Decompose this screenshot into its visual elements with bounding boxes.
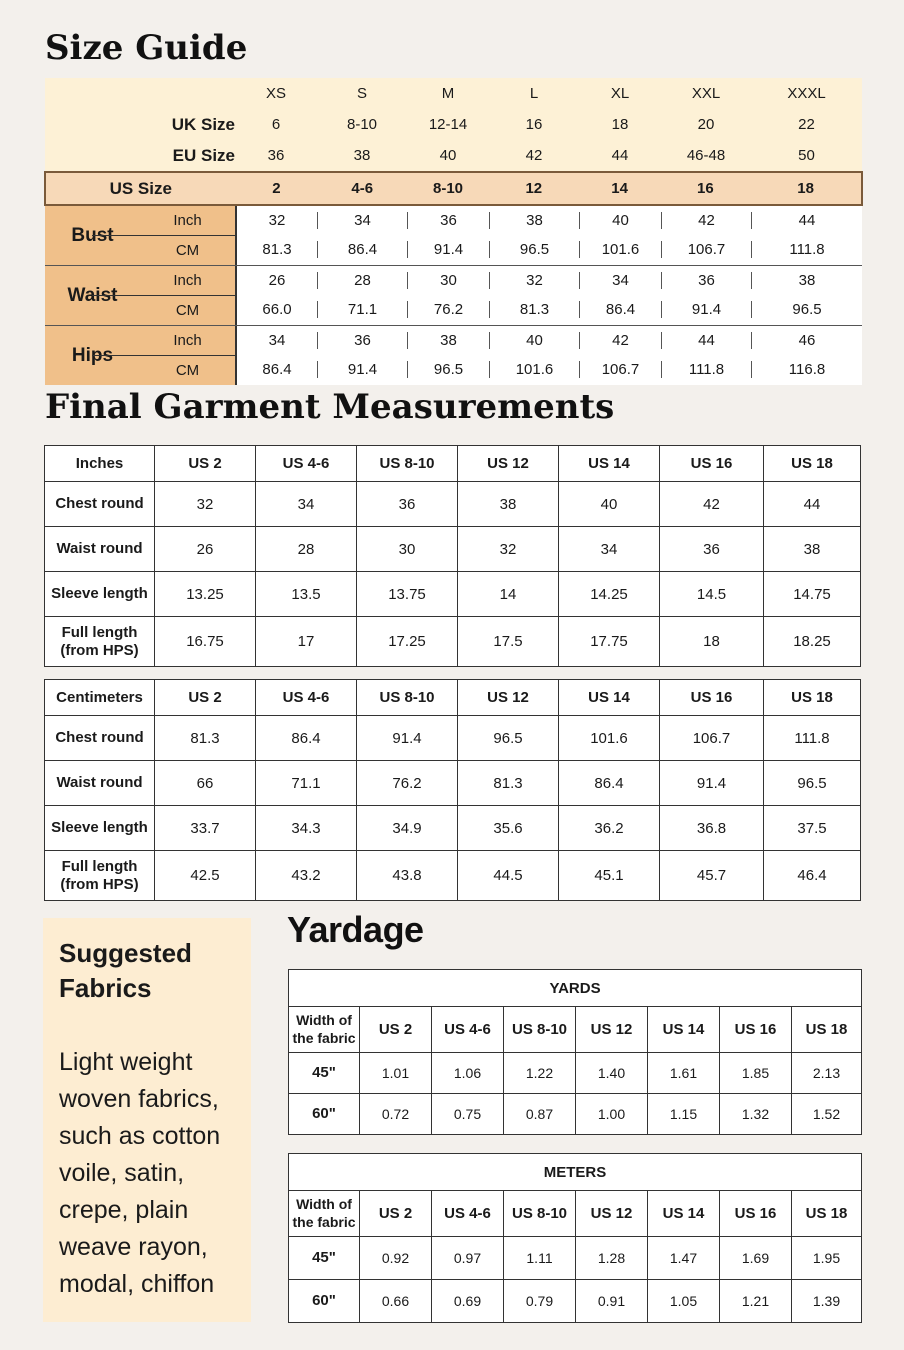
- table-cell: 34: [256, 482, 357, 527]
- column-header: US 18: [792, 1007, 862, 1053]
- eu-size-cell: 36: [267, 147, 285, 164]
- table-cell: 81.3: [155, 716, 256, 761]
- table-cell: 36.2: [559, 806, 660, 851]
- measure-value: 34: [317, 212, 407, 229]
- table-cell: 1.00: [576, 1094, 648, 1135]
- table-cell: 0.66: [360, 1280, 432, 1323]
- row-label: Sleeve length: [45, 572, 155, 617]
- row-label: 60": [289, 1280, 360, 1323]
- measure-value: 96.5: [489, 241, 579, 258]
- eu-size-cell: 44: [611, 147, 629, 164]
- measure-value: 40: [489, 332, 579, 349]
- measure-value: 30: [407, 272, 489, 289]
- uk-size-cell: 16: [525, 116, 543, 133]
- row-label: Waist round: [45, 527, 155, 572]
- measure-name: Waist: [67, 284, 118, 306]
- column-header: US 18: [792, 1191, 862, 1237]
- measure-value: 38: [489, 212, 579, 229]
- column-header: US 4-6: [256, 680, 357, 716]
- table-cell: 38: [458, 482, 559, 527]
- table-cell: 101.6: [559, 716, 660, 761]
- eu-size-cell: 40: [439, 147, 457, 164]
- column-header: US 16: [660, 680, 764, 716]
- measure-value: 34: [268, 332, 286, 349]
- table-cell: 32: [458, 527, 559, 572]
- measure-label-cell: [45, 326, 235, 385]
- column-header: US 2: [155, 446, 256, 482]
- table-row: [45, 572, 861, 617]
- measure-value: 44: [751, 212, 862, 229]
- table-cell: 1.39: [792, 1280, 862, 1323]
- measure-value: 42: [579, 332, 661, 349]
- table-cell: 45.1: [559, 851, 660, 901]
- measure-value: 101.6: [489, 361, 579, 378]
- column-header: US 16: [720, 1191, 792, 1237]
- uk-size-cell: 6: [271, 116, 281, 133]
- table-cell: 17.25: [357, 617, 458, 667]
- table-cell: 1.22: [504, 1053, 576, 1094]
- table-cell: 81.3: [458, 761, 559, 806]
- table-cell: 14.75: [764, 572, 861, 617]
- row-label: Sleeve length: [45, 806, 155, 851]
- header-row: [289, 1007, 862, 1053]
- us-size-cell: 8-10: [432, 180, 464, 197]
- measure-cm-row: [237, 295, 862, 324]
- measure-label-cell: [45, 266, 235, 325]
- yardage-yards-table: [288, 969, 862, 1135]
- table-cell: 36.8: [660, 806, 764, 851]
- row-label: Chest round: [45, 716, 155, 761]
- table-cell: 13.5: [256, 572, 357, 617]
- table-cell: 1.05: [648, 1280, 720, 1323]
- measure-values: [235, 326, 862, 385]
- table-cell: 76.2: [357, 761, 458, 806]
- table-cell: 0.69: [432, 1280, 504, 1323]
- measure-value: 36: [661, 272, 751, 289]
- table-row: [45, 761, 861, 806]
- row-label: Full length (from HPS): [45, 617, 155, 667]
- table-cell: 32: [155, 482, 256, 527]
- table-cell: 44: [764, 482, 861, 527]
- table-cell: 91.4: [660, 761, 764, 806]
- size-letter-cell: M: [441, 85, 455, 102]
- table-cell: 1.61: [648, 1053, 720, 1094]
- column-header: US 2: [155, 680, 256, 716]
- us-size-cell: 18: [797, 180, 814, 197]
- measure-cm-row: [237, 235, 862, 264]
- table-cell: 1.85: [720, 1053, 792, 1094]
- measure-value: 91.4: [661, 301, 751, 318]
- us-size-row: [44, 171, 863, 206]
- table-cell: 35.6: [458, 806, 559, 851]
- table-cell: 0.87: [504, 1094, 576, 1135]
- measure-value: 96.5: [751, 301, 862, 318]
- table-cell: 1.21: [720, 1280, 792, 1323]
- measure-block-bust: [45, 206, 862, 265]
- final-cm-table: [44, 679, 861, 901]
- table-row: [289, 1053, 862, 1094]
- unit-cm-label: CM: [175, 302, 200, 319]
- measure-value: 111.8: [661, 361, 751, 378]
- table-cell: 2.13: [792, 1053, 862, 1094]
- measure-value: 86.4: [262, 361, 292, 378]
- eu-size-cell: 42: [525, 147, 543, 164]
- table-row: [289, 1237, 862, 1280]
- table-cell: 28: [256, 527, 357, 572]
- column-header: US 12: [458, 446, 559, 482]
- yardage-meters-table: [288, 1153, 862, 1323]
- measure-values: [235, 266, 862, 325]
- measure-value: 116.8: [751, 361, 862, 378]
- measure-inch-row: [237, 266, 862, 295]
- suggested-fabrics-title: Suggested Fabrics: [59, 938, 192, 1003]
- row-label: Waist round: [45, 761, 155, 806]
- table-row: [45, 527, 861, 572]
- table-cell: 1.15: [648, 1094, 720, 1135]
- size-letters-row: [45, 78, 862, 109]
- measure-value: 44: [661, 332, 751, 349]
- table-cell: 1.47: [648, 1237, 720, 1280]
- measure-value: 71.1: [317, 301, 407, 318]
- table-cell: 0.75: [432, 1094, 504, 1135]
- us-size-label: US Size: [109, 178, 172, 198]
- size-guide-title: Size Guide: [45, 28, 248, 68]
- uk-size-cell: 20: [697, 116, 715, 133]
- table-row: [45, 617, 861, 667]
- table-cell: 0.97: [432, 1237, 504, 1280]
- table-cell: 44.5: [458, 851, 559, 901]
- table-cell: 14.25: [559, 572, 660, 617]
- column-header: US 4-6: [432, 1007, 504, 1053]
- measure-value: 26: [268, 272, 286, 289]
- table-cell: 0.91: [576, 1280, 648, 1323]
- table-row: [45, 806, 861, 851]
- table-caption: YARDS: [289, 970, 862, 1007]
- measure-value: 32: [489, 272, 579, 289]
- eu-size-label: EU Size: [172, 145, 235, 165]
- column-header: US 14: [648, 1191, 720, 1237]
- unit-cm-label: CM: [175, 242, 200, 259]
- us-size-cell: 14: [611, 180, 628, 197]
- table-cell: 1.52: [792, 1094, 862, 1135]
- table-row: [45, 851, 861, 901]
- measure-value: 28: [317, 272, 407, 289]
- unit-inch-label: Inch: [92, 326, 235, 356]
- table-cell: 18.25: [764, 617, 861, 667]
- column-header: Width of the fabric: [289, 1191, 360, 1237]
- table-cell: 1.28: [576, 1237, 648, 1280]
- measure-value: 76.2: [407, 301, 489, 318]
- table-cell: 43.8: [357, 851, 458, 901]
- column-header: US 8-10: [504, 1191, 576, 1237]
- column-header: US 16: [720, 1007, 792, 1053]
- column-header: Width of the fabric: [289, 1007, 360, 1053]
- table-cell: 42.5: [155, 851, 256, 901]
- measure-value: 42: [661, 212, 751, 229]
- column-header: US 12: [576, 1007, 648, 1053]
- size-guide-header-block: [45, 78, 862, 171]
- table-cell: 0.79: [504, 1280, 576, 1323]
- measure-label-cell: [45, 206, 235, 265]
- table-row: [289, 1280, 862, 1323]
- measure-inch-row: [237, 206, 862, 235]
- size-letter-cell: XL: [610, 85, 630, 102]
- measure-value: 40: [579, 212, 661, 229]
- table-row: [45, 482, 861, 527]
- table-cell: 96.5: [458, 716, 559, 761]
- final-measurements-title: Final Garment Measurements: [45, 387, 615, 427]
- table-cell: 106.7: [660, 716, 764, 761]
- table-cell: 13.75: [357, 572, 458, 617]
- measure-value: 81.3: [262, 241, 292, 258]
- table-cell: 1.95: [792, 1237, 862, 1280]
- uk-size-cell: 12-14: [428, 116, 468, 133]
- column-header: US 8-10: [357, 446, 458, 482]
- measure-value: 106.7: [579, 361, 661, 378]
- table-cell: 111.8: [764, 716, 861, 761]
- row-label: 60": [289, 1094, 360, 1135]
- eu-size-cell: 46-48: [686, 147, 726, 164]
- table-cell: 17.75: [559, 617, 660, 667]
- table-cell: 43.2: [256, 851, 357, 901]
- measure-value: 38: [751, 272, 862, 289]
- size-guide-table: [45, 78, 862, 385]
- measure-value: 101.6: [579, 241, 661, 258]
- eu-size-cell: 38: [353, 147, 371, 164]
- measure-value: 111.8: [751, 241, 862, 258]
- table-cell: 46.4: [764, 851, 861, 901]
- table-cell: 96.5: [764, 761, 861, 806]
- uk-size-label: UK Size: [171, 114, 235, 134]
- table-cell: 17: [256, 617, 357, 667]
- table-cell: 1.06: [432, 1053, 504, 1094]
- size-letter-cell: S: [356, 85, 367, 102]
- size-letter-cell: XS: [265, 85, 286, 102]
- column-header: US 12: [576, 1191, 648, 1237]
- measure-value: 91.4: [317, 361, 407, 378]
- table-cell: 86.4: [559, 761, 660, 806]
- unit-inch-label: Inch: [92, 266, 235, 296]
- unit-inch-label: Inch: [92, 206, 235, 236]
- table-cell: 38: [764, 527, 861, 572]
- size-letter-cell: XXXL: [787, 85, 826, 102]
- measure-inch-row: [237, 326, 862, 355]
- size-letter-cell: L: [529, 85, 539, 102]
- measure-name: Hips: [71, 344, 114, 366]
- size-letter-cell: XXL: [691, 85, 721, 102]
- table-cell: 40: [559, 482, 660, 527]
- row-label: Chest round: [45, 482, 155, 527]
- table-cell: 14.5: [660, 572, 764, 617]
- table-cell: 86.4: [256, 716, 357, 761]
- measure-values: [235, 206, 862, 265]
- body-measurements: [45, 206, 862, 385]
- caption-row: [289, 970, 862, 1007]
- table-cell: 1.40: [576, 1053, 648, 1094]
- table-cell: 36: [357, 482, 458, 527]
- table-cell: 0.92: [360, 1237, 432, 1280]
- row-label: 45": [289, 1237, 360, 1280]
- measure-value: 32: [268, 212, 286, 229]
- column-header: US 12: [458, 680, 559, 716]
- column-header: US 4-6: [432, 1191, 504, 1237]
- table-cell: 34.9: [357, 806, 458, 851]
- table-row: [45, 716, 861, 761]
- table-cell: 0.72: [360, 1094, 432, 1135]
- table-cell: 36: [660, 527, 764, 572]
- measure-name: Bust: [71, 224, 114, 246]
- table-cell: 1.11: [504, 1237, 576, 1280]
- yardage-title: Yardage: [287, 909, 424, 950]
- column-header: US 18: [764, 680, 861, 716]
- uk-size-row: [45, 109, 862, 140]
- measure-block-waist: [45, 265, 862, 325]
- measure-value: 86.4: [579, 301, 661, 318]
- table-cell: 13.25: [155, 572, 256, 617]
- suggested-fabrics-panel: [43, 918, 251, 1322]
- measure-value: 81.3: [489, 301, 579, 318]
- measure-units: [140, 206, 235, 265]
- table-row: [289, 1094, 862, 1135]
- column-header: Inches: [45, 446, 155, 482]
- uk-size-cell: 8-10: [346, 116, 378, 133]
- column-header: US 4-6: [256, 446, 357, 482]
- table-cell: 33.7: [155, 806, 256, 851]
- row-label: 45": [289, 1053, 360, 1094]
- measure-cm-row: [237, 355, 862, 384]
- column-header: US 8-10: [504, 1007, 576, 1053]
- column-header: US 18: [764, 446, 861, 482]
- table-cell: 42: [660, 482, 764, 527]
- header-row: [45, 446, 861, 482]
- table-cell: 34.3: [256, 806, 357, 851]
- column-header: US 8-10: [357, 680, 458, 716]
- column-header: US 16: [660, 446, 764, 482]
- table-cell: 45.7: [660, 851, 764, 901]
- us-size-cell: 2: [272, 180, 281, 197]
- table-cell: 1.01: [360, 1053, 432, 1094]
- table-cell: 91.4: [357, 716, 458, 761]
- table-cell: 37.5: [764, 806, 861, 851]
- measure-block-hips: [45, 325, 862, 385]
- measure-value: 91.4: [407, 241, 489, 258]
- table-cell: 1.69: [720, 1237, 792, 1280]
- suggested-fabrics-text: Light weight woven fabrics, such as cotton voile, satin, crepe, plain weave rayon, modal, chiffon: [59, 1048, 221, 1298]
- table-cell: 26: [155, 527, 256, 572]
- table-cell: 71.1: [256, 761, 357, 806]
- table-cell: 18: [660, 617, 764, 667]
- column-header: US 2: [360, 1191, 432, 1237]
- final-inches-table: [44, 445, 861, 667]
- table-cell: 14: [458, 572, 559, 617]
- column-header: US 14: [559, 680, 660, 716]
- table-caption: METERS: [289, 1154, 862, 1191]
- measure-value: 96.5: [407, 361, 489, 378]
- measure-value: 36: [407, 212, 489, 229]
- header-row: [45, 680, 861, 716]
- measure-value: 86.4: [317, 241, 407, 258]
- measure-value: 66.0: [262, 301, 292, 318]
- measure-value: 38: [407, 332, 489, 349]
- measure-value: 46: [751, 332, 862, 349]
- measure-value: 34: [579, 272, 661, 289]
- measure-units: [140, 266, 235, 325]
- us-size-cell: 4-6: [351, 180, 374, 197]
- column-header: Centimeters: [45, 680, 155, 716]
- table-cell: 1.32: [720, 1094, 792, 1135]
- table-cell: 17.5: [458, 617, 559, 667]
- uk-size-cell: 18: [611, 116, 629, 133]
- column-header: US 14: [559, 446, 660, 482]
- eu-size-cell: 50: [798, 147, 815, 164]
- header-row: [289, 1191, 862, 1237]
- eu-size-row: [45, 140, 862, 171]
- measure-value: 106.7: [661, 241, 751, 258]
- measure-value: 36: [317, 332, 407, 349]
- column-header: US 2: [360, 1007, 432, 1053]
- uk-size-cell: 22: [798, 116, 815, 133]
- caption-row: [289, 1154, 862, 1191]
- measure-units: [140, 326, 235, 385]
- us-size-cell: 16: [697, 180, 714, 197]
- row-label: Full length (from HPS): [45, 851, 155, 901]
- us-size-cell: 12: [525, 180, 543, 197]
- table-cell: 34: [559, 527, 660, 572]
- table-cell: 16.75: [155, 617, 256, 667]
- unit-cm-label: CM: [175, 362, 200, 379]
- column-header: US 14: [648, 1007, 720, 1053]
- table-cell: 30: [357, 527, 458, 572]
- table-cell: 66: [155, 761, 256, 806]
